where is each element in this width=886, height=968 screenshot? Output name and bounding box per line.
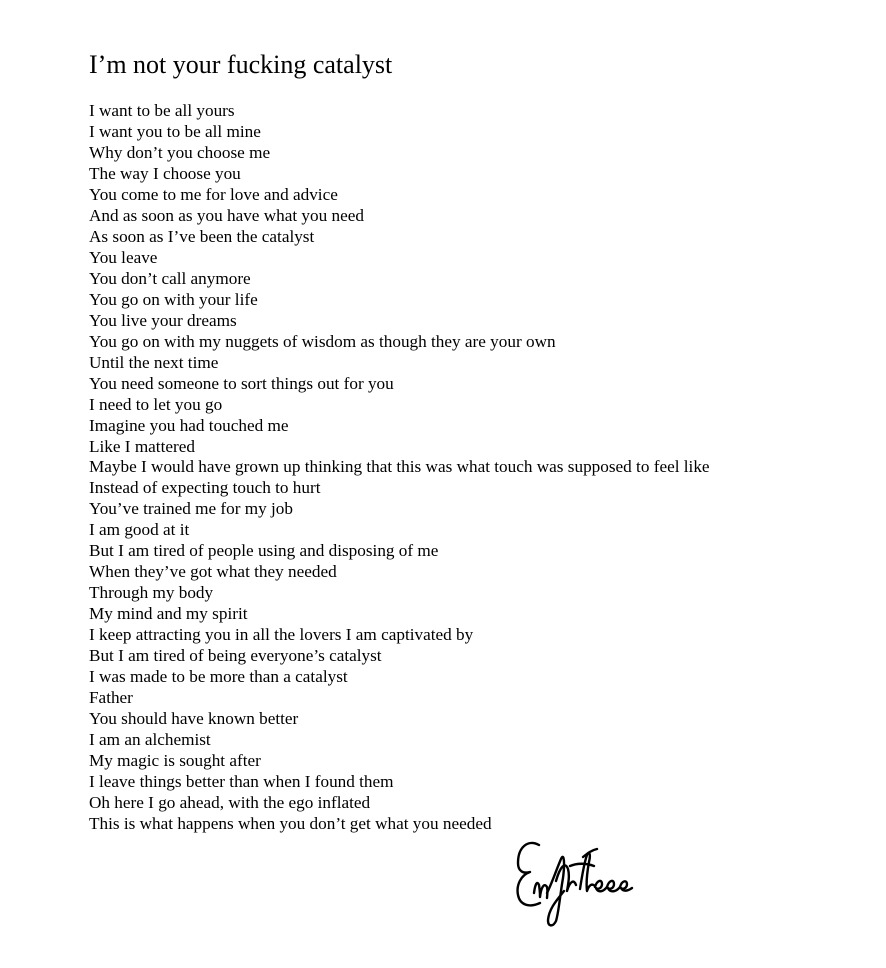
- poem-line: You live your dreams: [89, 310, 237, 330]
- poem-line: And as soon as you have what you need: [89, 205, 364, 225]
- poem-line: Why don’t you choose me: [89, 142, 271, 162]
- poem-line: But I am tired of being everyone’s catalyst: [89, 646, 382, 666]
- handwritten-signature: [512, 833, 638, 933]
- poem-line: My magic is sought after: [89, 751, 261, 771]
- poem-line: Father: [89, 688, 133, 708]
- poem-line: I was made to be more than a catalyst: [89, 667, 348, 687]
- poem-line: Maybe I would have grown up thinking that this was what touch was supposed to feel like: [89, 457, 710, 477]
- poem-line: Through my body: [89, 583, 214, 603]
- poem-line: The way I choose you: [89, 163, 241, 183]
- poem-line: My mind and my spirit: [89, 604, 248, 624]
- poem-title: I’m not your fucking catalyst: [89, 50, 393, 79]
- poem-line: You’ve trained me for my job: [89, 499, 293, 519]
- poem-line: Oh here I go ahead, with the ego inflated: [89, 792, 371, 812]
- poem-line: You come to me for love and advice: [89, 184, 338, 204]
- poem-line: When they’ve got what they needed: [89, 562, 337, 582]
- poem-line: You don’t call anymore: [89, 268, 251, 288]
- poem-line: Imagine you had touched me: [89, 415, 289, 435]
- poem-body: [89, 101, 710, 835]
- poem-line: You go on with your life: [89, 289, 258, 309]
- poem-line: I want you to be all mine: [89, 121, 261, 141]
- poem-line: I need to let you go: [89, 394, 223, 414]
- poem-line: Instead of expecting touch to hurt: [89, 478, 321, 498]
- poem-line: You need someone to sort things out for you: [89, 373, 394, 393]
- poem-line: I want to be all yours: [89, 101, 235, 120]
- poem-line: You leave: [89, 247, 158, 267]
- poem-line: I am an alchemist: [89, 730, 211, 750]
- poem-line: I leave things better than when I found them: [89, 772, 394, 791]
- poem-line: You should have known better: [89, 709, 299, 729]
- poem-line: Like I mattered: [89, 436, 195, 456]
- poem-line: I am good at it: [89, 520, 190, 540]
- poem-line: But I am tired of people using and disposing of me: [89, 541, 439, 561]
- poem-line: This is what happens when you don’t get what you needed: [89, 813, 492, 833]
- poem-line: I keep attracting you in all the lovers I am captivated by: [89, 625, 474, 645]
- poem-line: You go on with my nuggets of wisdom as though they are your own: [89, 331, 556, 351]
- poem-line: As soon as I’ve been the catalyst: [89, 226, 315, 246]
- poem-line: Until the next time: [89, 352, 219, 372]
